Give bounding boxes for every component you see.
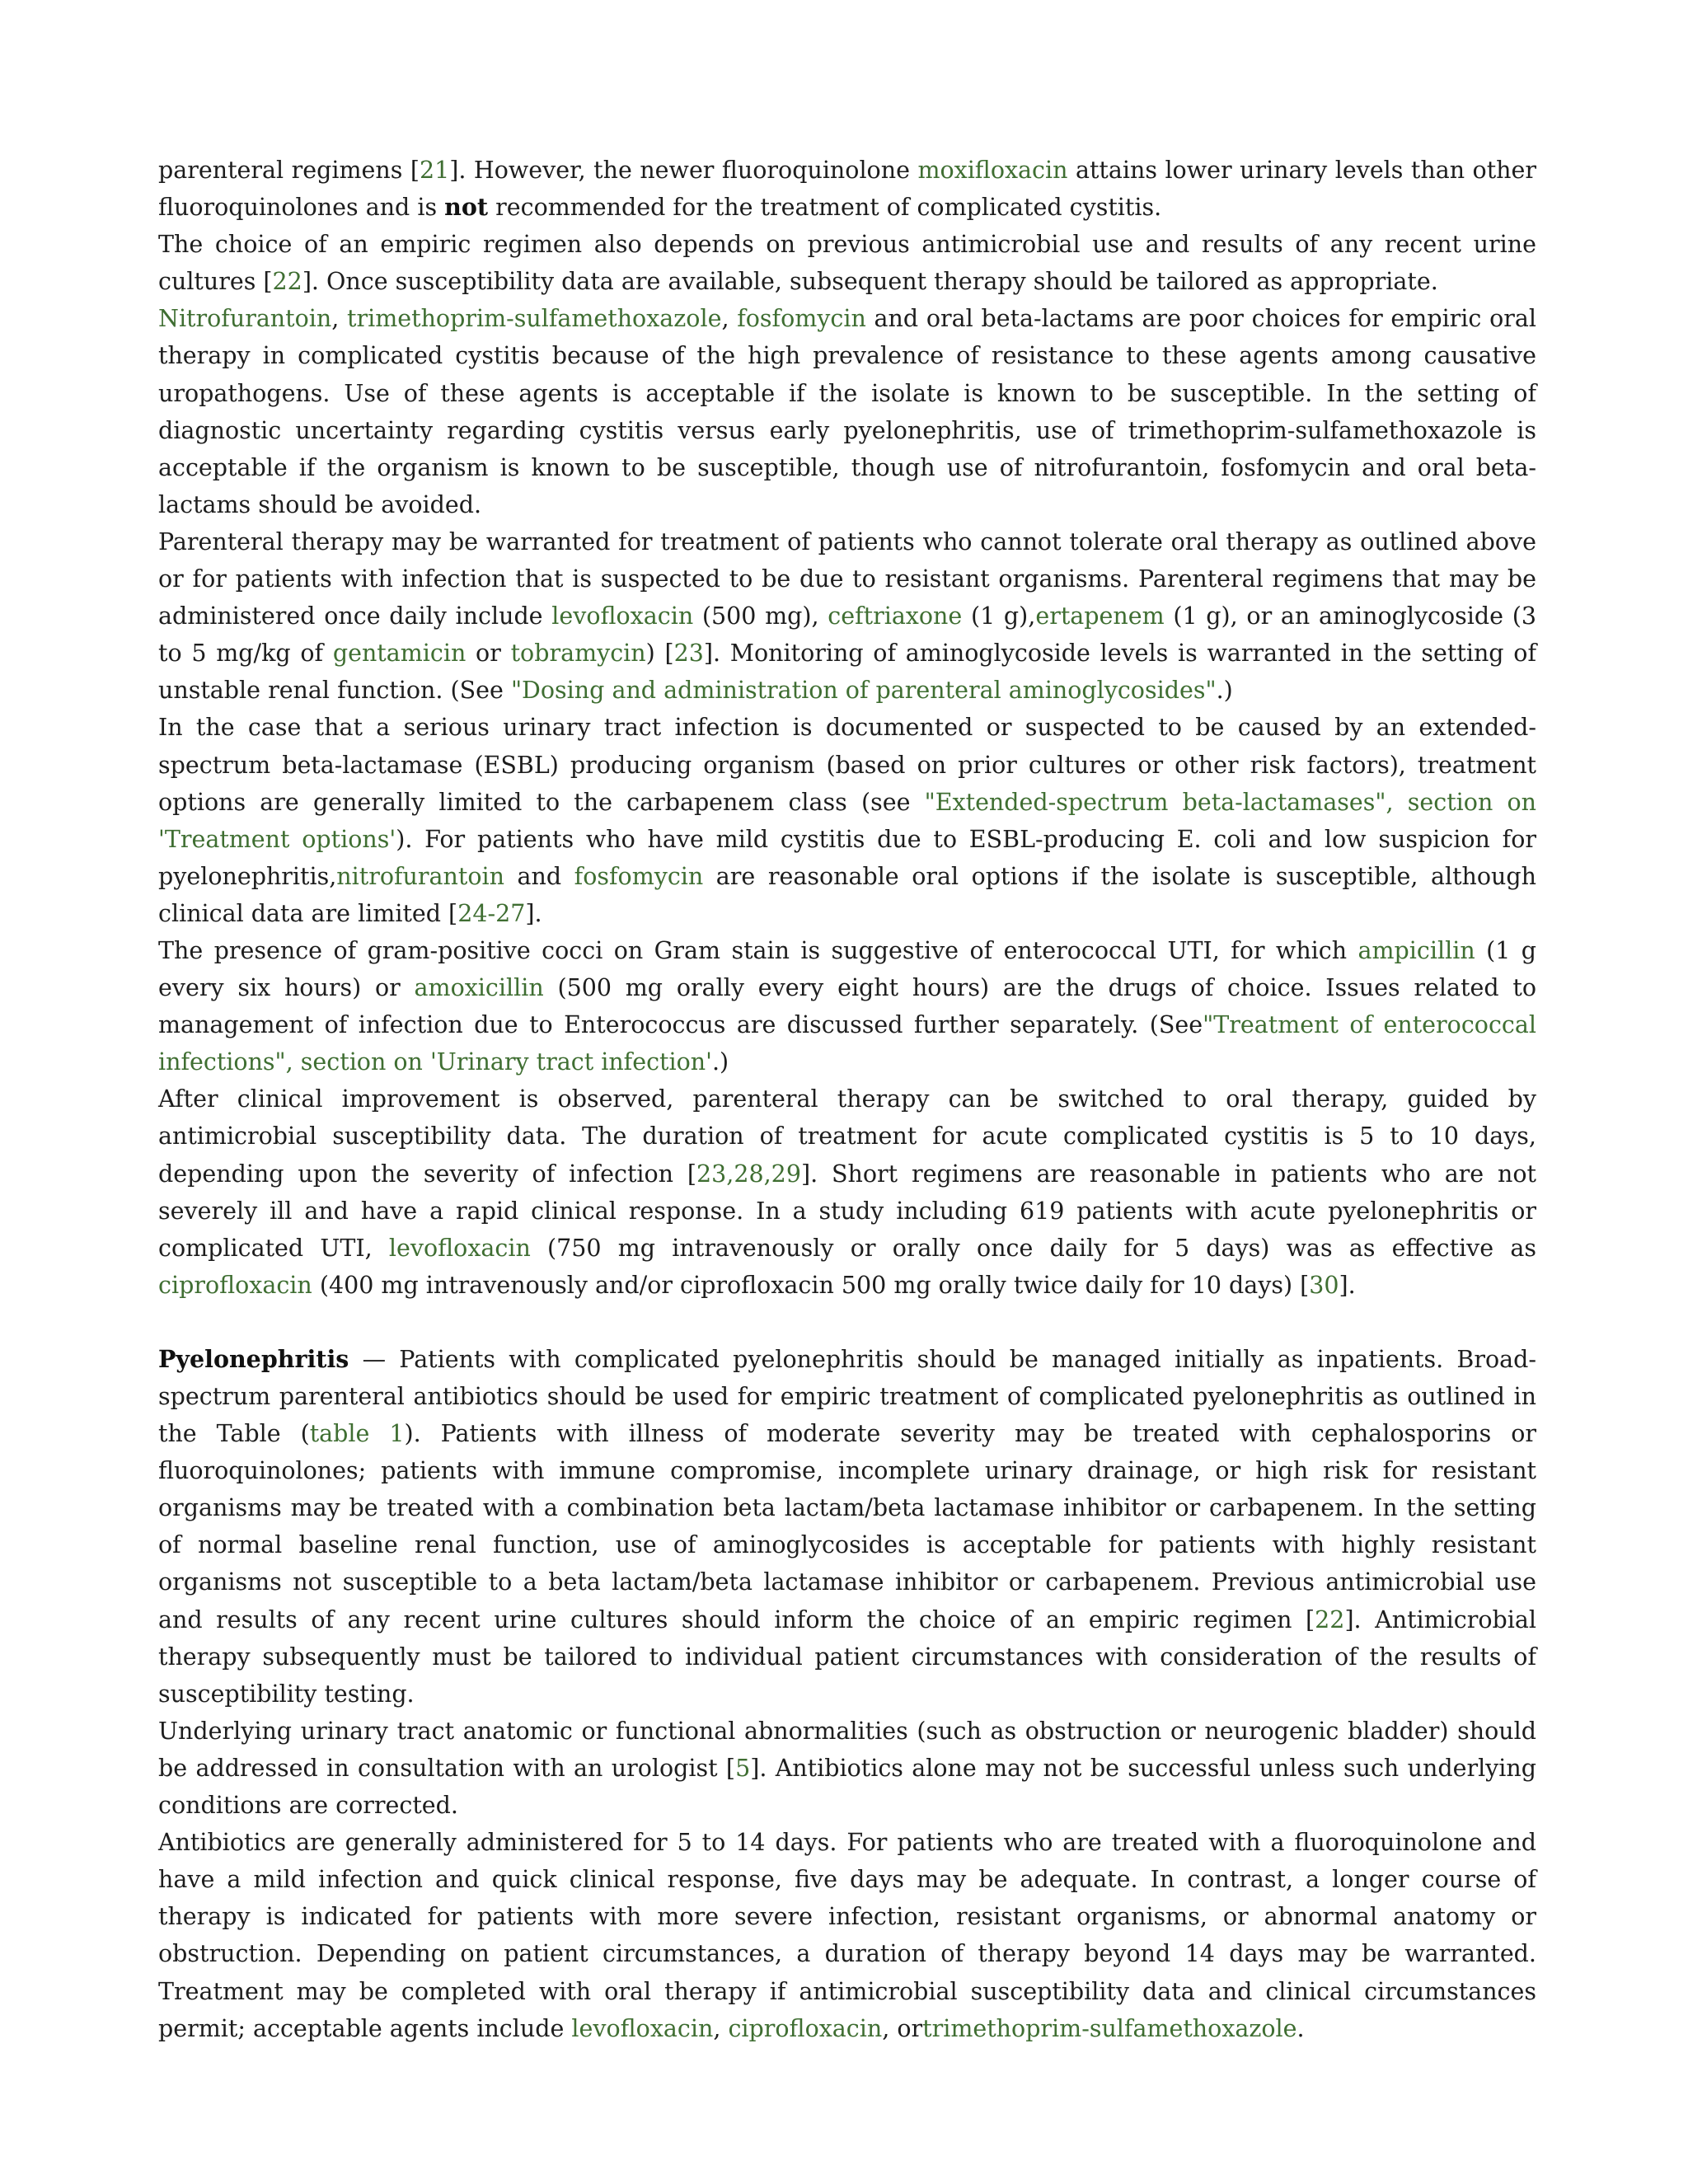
paragraph	[158, 152, 1536, 226]
reference-link[interactable]: table 1	[309, 1420, 405, 1448]
reference-link[interactable]: "Dosing and administration of parenteral aminoglycosides"	[510, 677, 1217, 705]
body-text: recommended for the treatment of complicated cystitis.	[488, 194, 1162, 222]
body-text: , or	[882, 2014, 923, 2042]
paragraph	[158, 1713, 1536, 1824]
paragraph	[158, 523, 1536, 709]
body-text: — Patients with complicated pyelonephritis should be managed initially as inpatients. Broad-spectrum parenteral antibiotics should be used for empiric treatment of complicated pyelonephritis as outlined in the Table (	[158, 1345, 1536, 1448]
reference-link[interactable]: levofloxacin	[388, 1234, 531, 1262]
reference-link[interactable]: amoxicillin	[414, 974, 544, 1002]
body-text: (400 mg intravenously and/or ciprofloxacin 500 mg orally twice daily for 10 days) [	[312, 1271, 1310, 1299]
reference-link[interactable]: moxifloxacin	[917, 157, 1068, 184]
paragraph	[158, 932, 1536, 1080]
reference-link[interactable]: 22	[1315, 1605, 1345, 1633]
body-text: ). For patients who have mild cystitis due to ESBL-producing E. coli and low suspicion for pyelonephritis,	[158, 825, 1537, 890]
reference-link[interactable]: trimethoprim-sulfamethoxazole	[922, 2014, 1297, 2042]
body-text: Antibiotics are generally administered for 5 to 14 days. For patients who are treated with a fluoroquinolone and have a mild infection and quick clinical response, five days may be adequate. In contrast, a longer course of therapy is indicated for patients with more severe infection, resistant organisms, or abnormal anatomy or obstruction. Depending on patient circumstances, a duration of therapy beyond 14 days may be warranted. Treatment may be completed with oral therapy if antimicrobial susceptibility data and clinical circumstances permit; acceptable agents include	[158, 1829, 1536, 2042]
body-text: are reasonable oral options if the isolate is susceptible, although clinical data are limited [	[158, 862, 1536, 927]
reference-link[interactable]: 22	[272, 268, 302, 296]
body-text: ,	[721, 305, 738, 333]
body-text: (1 g every six hours) or	[158, 936, 1536, 1002]
body-text: (500 mg),	[693, 602, 828, 630]
body-text: In the case that a serious urinary tract infection is documented or suspected to be caused by an extended-spectrum beta-lactamase (ESBL) producing organism (based on prior cultures or other risk factors), treatment options are generally limited to the carbapenem class (see	[158, 714, 1536, 816]
body-text: After clinical improvement is observed, parenteral therapy can be switched to oral therapy, guided by antimicrobial susceptibility data. The duration of treatment for acute complicated cystitis is 5 to 10 days, depending upon the severity of infection [	[158, 1085, 1536, 1188]
body-text: ]. Short regimens are reasonable in patients who are not severely ill and have a rapid clinical response. In a study including 619 patients with acute pyelonephritis or complicated UTI,	[158, 1160, 1537, 1262]
body-text: .	[1296, 2014, 1305, 2042]
reference-link[interactable]: ertapenem	[1035, 602, 1165, 630]
paragraph	[158, 1824, 1536, 2047]
paragraph	[158, 709, 1536, 932]
reference-link[interactable]: nitrofurantoin	[336, 862, 504, 890]
reference-link[interactable]: ciprofloxacin	[158, 1271, 312, 1299]
reference-link[interactable]: 21	[419, 157, 450, 184]
reference-link[interactable]: ciprofloxacin	[728, 2014, 883, 2042]
body-text: Parenteral therapy may be warranted for treatment of patients who cannot tolerate oral therapy as outlined above or for patients with infection that is suspected to be due to resistant organisms. Parenteral regimens that may be administered once daily include	[158, 527, 1536, 630]
paragraph	[158, 1341, 1536, 1713]
body-text: ,	[713, 2014, 729, 2042]
body-text: The choice of an empiric regimen also depends on previous antimicrobial use and results of any recent urine cultures [	[158, 231, 1536, 296]
reference-link[interactable]: 23,28,29	[696, 1160, 801, 1188]
body-text: and	[504, 862, 574, 890]
section-gap	[158, 1304, 1536, 1341]
bold-text: Pyelonephritis	[158, 1344, 349, 1373]
body-text: ) [	[645, 640, 674, 668]
bold-text: not	[444, 193, 489, 222]
body-text: ]. Monitoring of aminoglycoside levels is warranted in the setting of unstable renal function. (See	[158, 640, 1536, 705]
body-text: (1 g),	[962, 602, 1036, 630]
body-text: .)	[1216, 677, 1233, 705]
body-text: ). Patients with illness of moderate severity may be treated with cephalosporins or fluoroquinolones; patients with immune compromise, incomplete urinary drainage, or high risk for resistant organisms may be treated with a combination beta lactam/beta lactamase inhibitor or carbapenem. In the setting of normal baseline renal function, use of aminoglycosides is acceptable for patients with highly resistant organisms not susceptible to a beta lactam/beta lactamase inhibitor or carbapenem. Previous antimicrobial use and results of any recent urine cultures should inform the choice of an empiric regimen [	[158, 1420, 1536, 1633]
body-text: ,	[331, 305, 348, 333]
reference-link[interactable]: 23	[673, 640, 704, 668]
body-text: ]. Antibiotics alone may not be successful unless such underlying conditions are corrected.	[158, 1754, 1536, 1820]
paragraph	[158, 300, 1536, 523]
reference-link[interactable]: levofloxacin	[551, 602, 694, 630]
body-text: ]. However, the newer fluoroquinolone	[449, 157, 918, 184]
document-page	[158, 152, 1536, 2047]
body-text: ]. Once susceptibility data are available, subsequent therapy should be tailored as appropriate.	[302, 268, 1438, 296]
body-text: parenteral regimens [	[158, 157, 420, 184]
body-text: Underlying urinary tract anatomic or functional abnormalities (such as obstruction or neurogenic bladder) should be addressed in consultation with an urologist [	[158, 1717, 1536, 1782]
body-text: .)	[711, 1048, 729, 1076]
reference-link[interactable]: ampicillin	[1357, 936, 1475, 964]
reference-link[interactable]: gentamicin	[332, 640, 467, 668]
body-text: (1 g), or an aminoglycoside (3 to 5 mg/kg of	[158, 602, 1536, 668]
paragraph	[158, 226, 1536, 300]
paragraph	[158, 1080, 1536, 1304]
body-text: or	[466, 640, 511, 668]
reference-link[interactable]: trimethoprim-sulfamethoxazole	[347, 305, 722, 333]
body-text: (500 mg orally every eight hours) are the drugs of choice. Issues related to management of infection due to Enterococcus are discussed further separately. (See	[158, 974, 1536, 1039]
reference-link[interactable]: fosfomycin	[574, 862, 704, 890]
reference-link[interactable]: "Extended-spectrum beta-lactamases", section on 'Treatment options'	[158, 788, 1536, 853]
body-text: attains lower urinary levels than other fluoroquinolones and is	[158, 157, 1537, 222]
body-text: The presence of gram-positive cocci on Gram stain is suggestive of enterococcal UTI, for which	[158, 936, 1358, 964]
reference-link[interactable]: "Treatment of enterococcal infections", section on 'Urinary tract infection'	[158, 1011, 1536, 1076]
reference-link[interactable]: 24-27	[457, 899, 526, 927]
body-text: and oral beta-lactams are poor choices for empiric oral therapy in complicated cystitis because of the high prevalence of resistance to these agents among causative uropathogens. Use of these agents is acceptable if the isolate is known to be susceptible. In the setting of diagnostic uncertainty regarding cystitis versus early pyelonephritis, use of trimethoprim-sulfamethoxazole is acceptable if the organism is known to be susceptible, though use of nitrofurantoin, fosfomycin and oral beta-lactams should be avoided.	[158, 305, 1536, 518]
body-text: (750 mg intravenously or orally once daily for 5 days) was as effective as	[530, 1234, 1536, 1262]
reference-link[interactable]: levofloxacin	[571, 2014, 714, 2042]
reference-link[interactable]: Nitrofurantoin	[158, 305, 332, 333]
body-text: ]. Antimicrobial therapy subsequently must be tailored to individual patient circumstances with consideration of the results of susceptibility testing.	[158, 1605, 1537, 1708]
body-text: ].	[525, 899, 542, 927]
reference-link[interactable]: tobramycin	[510, 640, 646, 668]
reference-link[interactable]: ceftriaxone	[828, 602, 963, 630]
reference-link[interactable]: 5	[735, 1754, 751, 1782]
reference-link[interactable]: fosfomycin	[737, 305, 866, 333]
reference-link[interactable]: 30	[1309, 1271, 1339, 1299]
body-text: ].	[1339, 1271, 1356, 1299]
